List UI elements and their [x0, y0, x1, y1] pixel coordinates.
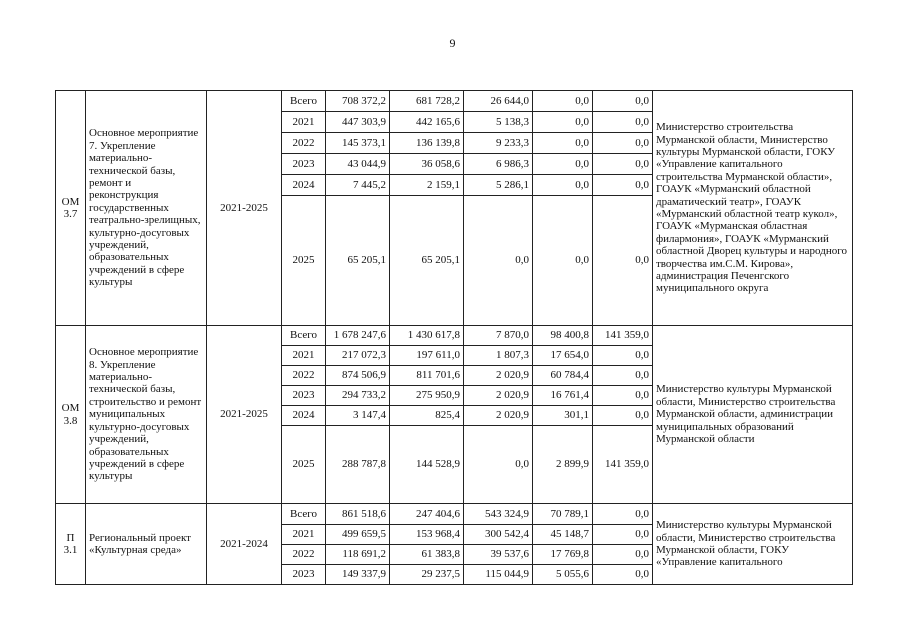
year-cell: 2021	[282, 525, 326, 545]
row-name: Основное мероприятие 7. Укрепление материально-технической базы, ремонт и реконструкция государственных театрально-зрелищных, культурно-досуговых учреждений, образовательных учреждений в сфере культуры	[86, 91, 207, 326]
value-cell: 0,0	[593, 133, 653, 154]
value-cell: 708 372,2	[326, 91, 390, 112]
value-cell: 0,0	[593, 91, 653, 112]
value-cell: 861 518,6	[326, 504, 390, 525]
year-cell: 2022	[282, 366, 326, 386]
value-cell: 2 899,9	[533, 426, 593, 504]
row-executor: Министерство культуры Мурманской области, Министерство строительства Мурманской области, администрации муниципальных образований Мурманской области	[653, 326, 853, 504]
year-cell: 2021	[282, 346, 326, 366]
table-row	[56, 504, 853, 525]
value-cell: 9 233,3	[464, 133, 533, 154]
value-cell: 144 528,9	[390, 426, 464, 504]
value-cell: 7 870,0	[464, 326, 533, 346]
value-cell: 141 359,0	[593, 426, 653, 504]
row-executor: Министерство культуры Мурманской области, Министерство строительства Мурманской области, ГОКУ «Управление капитального	[653, 504, 853, 585]
value-cell: 0,0	[593, 346, 653, 366]
row-executor: Министерство строительства Мурманской области, Министерство культуры Мурманской области, ГОКУ «Управление капитального строительства Мурманской области», ГОАУК «Мурманский областной драматический театр», ГОАУК «Мурманский областной театр кукол», ГОАУК «Мурманская областная филармония», ГОАУК «Мурманский областной Дворец культуры и народного творчества им.С.М. Кирова», администрация Печенгского муниципального округа	[653, 91, 853, 326]
value-cell: 294 733,2	[326, 386, 390, 406]
value-cell: 0,0	[533, 91, 593, 112]
year-cell: 2025	[282, 196, 326, 326]
year-cell: 2023	[282, 386, 326, 406]
value-cell: 2 020,9	[464, 366, 533, 386]
value-cell: 0,0	[593, 525, 653, 545]
value-cell: 0,0	[593, 406, 653, 426]
value-cell: 447 303,9	[326, 112, 390, 133]
value-cell: 145 373,1	[326, 133, 390, 154]
value-cell: 60 784,4	[533, 366, 593, 386]
page-number: 9	[449, 36, 456, 50]
value-cell: 141 359,0	[593, 326, 653, 346]
value-cell: 7 445,2	[326, 175, 390, 196]
value-cell: 0,0	[593, 196, 653, 326]
value-cell: 5 138,3	[464, 112, 533, 133]
value-cell: 0,0	[593, 154, 653, 175]
value-cell: 681 728,2	[390, 91, 464, 112]
value-cell: 26 644,0	[464, 91, 533, 112]
row-period: 2021-2025	[207, 91, 282, 326]
value-cell: 2 020,9	[464, 386, 533, 406]
value-cell: 0,0	[593, 175, 653, 196]
value-cell: 16 761,4	[533, 386, 593, 406]
year-cell: 2021	[282, 112, 326, 133]
value-cell: 0,0	[593, 386, 653, 406]
row-code: ОМ 3.7	[56, 91, 86, 326]
row-period: 2021-2025	[207, 326, 282, 504]
value-cell: 811 701,6	[390, 366, 464, 386]
value-cell: 2 020,9	[464, 406, 533, 426]
year-cell: 2023	[282, 154, 326, 175]
row-code: П 3.1	[56, 504, 86, 585]
value-cell: 5 055,6	[533, 565, 593, 585]
value-cell: 65 205,1	[390, 196, 464, 326]
program-table	[55, 90, 853, 585]
value-cell: 39 537,6	[464, 545, 533, 565]
value-cell: 442 165,6	[390, 112, 464, 133]
value-cell: 1 678 247,6	[326, 326, 390, 346]
value-cell: 217 072,3	[326, 346, 390, 366]
year-cell: 2024	[282, 406, 326, 426]
row-period: 2021-2024	[207, 504, 282, 585]
value-cell: 61 383,8	[390, 545, 464, 565]
year-cell: Всего	[282, 504, 326, 525]
value-cell: 0,0	[533, 196, 593, 326]
value-cell: 0,0	[533, 112, 593, 133]
value-cell: 0,0	[593, 112, 653, 133]
value-cell: 543 324,9	[464, 504, 533, 525]
value-cell: 0,0	[533, 154, 593, 175]
value-cell: 118 691,2	[326, 545, 390, 565]
year-cell: Всего	[282, 326, 326, 346]
value-cell: 0,0	[533, 175, 593, 196]
row-name: Региональный проект «Культурная среда»	[86, 504, 207, 585]
value-cell: 301,1	[533, 406, 593, 426]
value-cell: 29 237,5	[390, 565, 464, 585]
value-cell: 0,0	[593, 366, 653, 386]
year-cell: 2022	[282, 545, 326, 565]
table-row	[56, 91, 853, 112]
value-cell: 17 654,0	[533, 346, 593, 366]
value-cell: 874 506,9	[326, 366, 390, 386]
table-row	[56, 326, 853, 346]
row-name: Основное мероприятие 8. Укрепление материально-технической базы, строительство и ремонт муниципальных культурно-досуговых учреждений, образовательных учреждений в сфере культуры	[86, 326, 207, 504]
value-cell: 65 205,1	[326, 196, 390, 326]
value-cell: 149 337,9	[326, 565, 390, 585]
value-cell: 0,0	[593, 504, 653, 525]
value-cell: 5 286,1	[464, 175, 533, 196]
value-cell: 0,0	[464, 196, 533, 326]
value-cell: 0,0	[464, 426, 533, 504]
value-cell: 0,0	[593, 545, 653, 565]
value-cell: 825,4	[390, 406, 464, 426]
value-cell: 275 950,9	[390, 386, 464, 406]
value-cell: 2 159,1	[390, 175, 464, 196]
value-cell: 115 044,9	[464, 565, 533, 585]
value-cell: 17 769,8	[533, 545, 593, 565]
value-cell: 499 659,5	[326, 525, 390, 545]
value-cell: 43 044,9	[326, 154, 390, 175]
row-code: ОМ 3.8	[56, 326, 86, 504]
year-cell: 2022	[282, 133, 326, 154]
value-cell: 6 986,3	[464, 154, 533, 175]
value-cell: 36 058,6	[390, 154, 464, 175]
value-cell: 0,0	[593, 565, 653, 585]
value-cell: 0,0	[533, 133, 593, 154]
value-cell: 70 789,1	[533, 504, 593, 525]
value-cell: 45 148,7	[533, 525, 593, 545]
value-cell: 136 139,8	[390, 133, 464, 154]
year-cell: 2024	[282, 175, 326, 196]
value-cell: 247 404,6	[390, 504, 464, 525]
value-cell: 288 787,8	[326, 426, 390, 504]
year-cell: 2023	[282, 565, 326, 585]
year-cell: Всего	[282, 91, 326, 112]
value-cell: 98 400,8	[533, 326, 593, 346]
value-cell: 1 430 617,8	[390, 326, 464, 346]
value-cell: 153 968,4	[390, 525, 464, 545]
value-cell: 3 147,4	[326, 406, 390, 426]
year-cell: 2025	[282, 426, 326, 504]
value-cell: 300 542,4	[464, 525, 533, 545]
value-cell: 197 611,0	[390, 346, 464, 366]
value-cell: 1 807,3	[464, 346, 533, 366]
